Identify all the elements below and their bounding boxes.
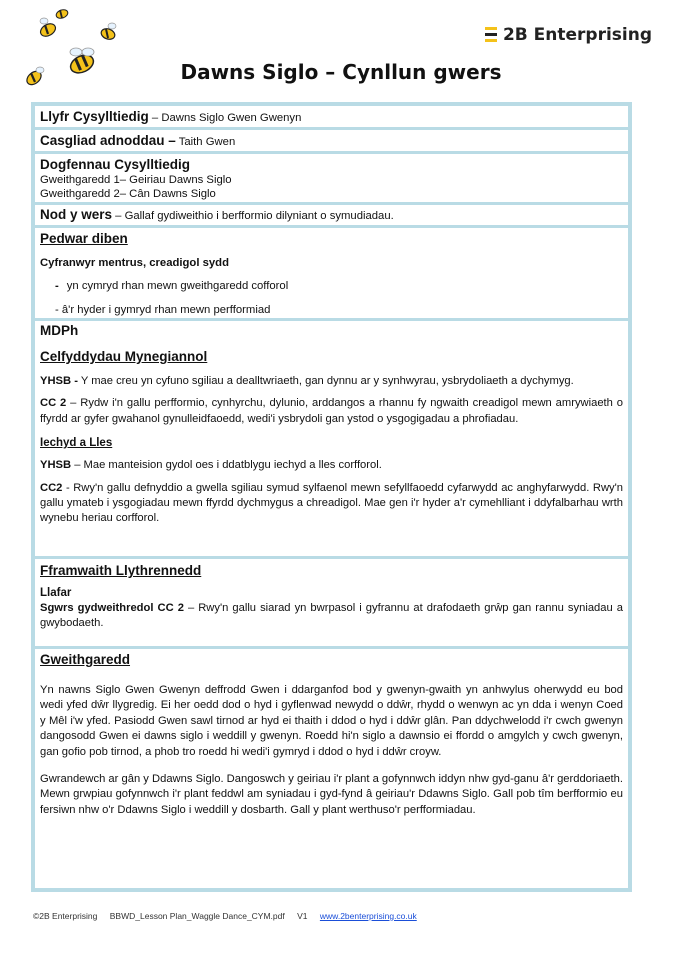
bee-icon — [100, 23, 117, 41]
area-health-wellbeing: Iechyd a Lles — [40, 437, 113, 450]
cc-label: CC2 — [40, 481, 63, 494]
page-footer — [33, 911, 417, 921]
expressive-arts-yhsb — [40, 374, 623, 389]
bee-stripes-icon — [483, 24, 499, 46]
health-cc — [40, 481, 623, 527]
resources-text: Taith Gwen — [175, 136, 236, 148]
lesson-aim-label: Nod y wers — [40, 207, 113, 222]
activity-paragraph-1: Yn nawns Siglo Gwen Gwenyn deffrodd Gwen i ddarganfod bod y gwenyn-gwaith yn anhwylus oherwydd eu bod wedi yfed dŵr llygredig. Ei her oedd dod o hyd i gyflenwad newydd o ddŵr, rhydd o wenwyn ac yn dda i wenyn Coed y Mêl i'w yfed. Pasiodd Gwen sawl tirnod ar hyd ei thaith i ddod o hyd i ddŵr glân. Pan ddychwelodd i'r cwch gwenyn dangosodd Gwen ei dawns siglo i weddill y gwenyn. Roedd hi'n siglo a dawnsio ei ffordd o amgylch y cwch gwenyn, gan gofio pob tirnod, a phob tro roedd hi wedi'i gymryd i ddod o hyd i ddŵr croyw. — [40, 684, 623, 758]
logo-text: 2B Enterprising — [502, 25, 652, 45]
yhsb-label: YHSB — [40, 459, 72, 472]
bee-icon — [55, 8, 69, 20]
row-related-docs — [35, 154, 628, 202]
yhsb-label: YHSB - — [40, 375, 78, 387]
section-mdph — [35, 321, 628, 556]
activity-paragraph-2: Gwrandewch ar gân y Ddawns Siglo. Dangoswch y geiriau i'r plant a gofynnwch iddyn nhw gyd-ganu â'r gerddoriaeth. Mewn grwpiau gofynnwch i'r plant feddwl am syniadau i gyd-fynd â geiriau'r Ddawns Siglo. Gall pob tîm berfformio eu fersiwn nhw o'r Ddawns Siglo i weddill y dosbarth. Gall y plant werthuso'r perfformiadau. — [40, 773, 623, 816]
resources-label: Casgliad adnoddau – — [40, 133, 176, 148]
cc-label: CC 2 — [40, 397, 67, 410]
section-literacy-framework — [35, 559, 628, 646]
cc-text: – Rydw i'n gallu perfformio, cynhyrchu, dylunio, arddangos a rhannu fy ngwaith creadigol mewn amrywiaeth o ffyrdd ar gyfer gwahanol gynulleidfaoedd, wedi'i ysbrydoli gan ystod o ysgogigadau a phrofiadau. — [40, 397, 623, 425]
mdph-heading: MDPh — [40, 323, 79, 338]
four-purposes-subheading: Cyfranwyr mentrus, creadigol sydd — [40, 257, 229, 269]
row-resources — [35, 130, 628, 151]
related-docs-label: Dogfennau Cysylltiedig — [40, 157, 191, 172]
related-doc-1: Gweithgaredd 1– Geiriau Dawns Siglo — [40, 174, 232, 186]
row-lesson-aim — [35, 205, 628, 225]
footer-website-link[interactable]: www.2benterprising.co.uk — [319, 911, 417, 921]
section-activity — [35, 649, 628, 888]
page-title: Dawns Siglo – Cynllun gwers — [180, 60, 502, 84]
footer-version: V1 — [297, 911, 308, 921]
literacy-statement — [40, 601, 623, 632]
purpose-item-1-text: yn cymryd rhan mewn gweithgaredd cofforol — [66, 280, 289, 292]
related-book-label: Llyfr Cysylltiedig — [40, 109, 149, 124]
lesson-aim-text: – Gallaf gydiweithio i berfformio dilyniant o symudiadau. — [112, 210, 394, 222]
bee-icon — [38, 18, 57, 39]
activity-heading: Gweithgaredd — [40, 652, 131, 667]
row-related-book — [35, 106, 628, 127]
section-four-purposes — [35, 228, 628, 318]
health-yhsb — [40, 458, 623, 473]
cc-text: - Rwy'n gallu defnyddio a gwella sgiliau symud sylfaenol mewn sefyllfaoedd cyfarwydd ac anghyfarwydd. Rwy'n gallu ymateb i ysgogiadau mewn ffyrdd dychmygus a chreadigol. Mae gen i'r hyder a'r cymehlliant i ddyfalbarhau wrth wynebu heriau corfforol. — [40, 481, 623, 525]
purpose-item-2: - â'r hyder i gymryd rhan mewn perfformiad — [55, 304, 271, 316]
four-purposes-heading: Pedwar diben — [40, 231, 128, 246]
literacy-text: – Rwy'n gallu siarad yn bwrpasol i gyfrannu at drafodaeth grŵp gan rannu syniadau a gwybodaeth. — [40, 602, 623, 630]
expressive-arts-cc — [40, 396, 623, 427]
literacy-label: Sgwrs gydweithredol CC 2 — [40, 602, 184, 614]
related-doc-2: Gweithgaredd 2– Cân Dawns Siglo — [40, 188, 216, 200]
literacy-oracy: Llafar — [40, 587, 72, 599]
footer-copyright: ©2B Enterprising — [33, 911, 98, 921]
yhsb-text: – Mae manteision gydol oes i ddatblygu iechyd a lles corfforol. — [71, 459, 382, 472]
yhsb-text: Y mae creu yn cyfuno sgiliau a dealltwriaeth, gan dynnu ar y synhwyrau, ysbrydoliaeth a dychymyg. — [77, 375, 574, 387]
literacy-heading: Fframwaith Llythrennedd — [40, 563, 202, 578]
area-expressive-arts: Celfyddydau Mynegiannol — [40, 349, 208, 364]
purpose-item-1 — [40, 279, 623, 293]
bullet-dash: - — [55, 280, 59, 292]
footer-filename: BBWD_Lesson Plan_Waggle Dance_CYM.pdf — [109, 911, 285, 921]
related-book-text: – Dawns Siglo Gwen Gwenyn — [148, 112, 302, 124]
brand-logo — [483, 24, 652, 46]
lesson-plan-table — [31, 102, 632, 892]
